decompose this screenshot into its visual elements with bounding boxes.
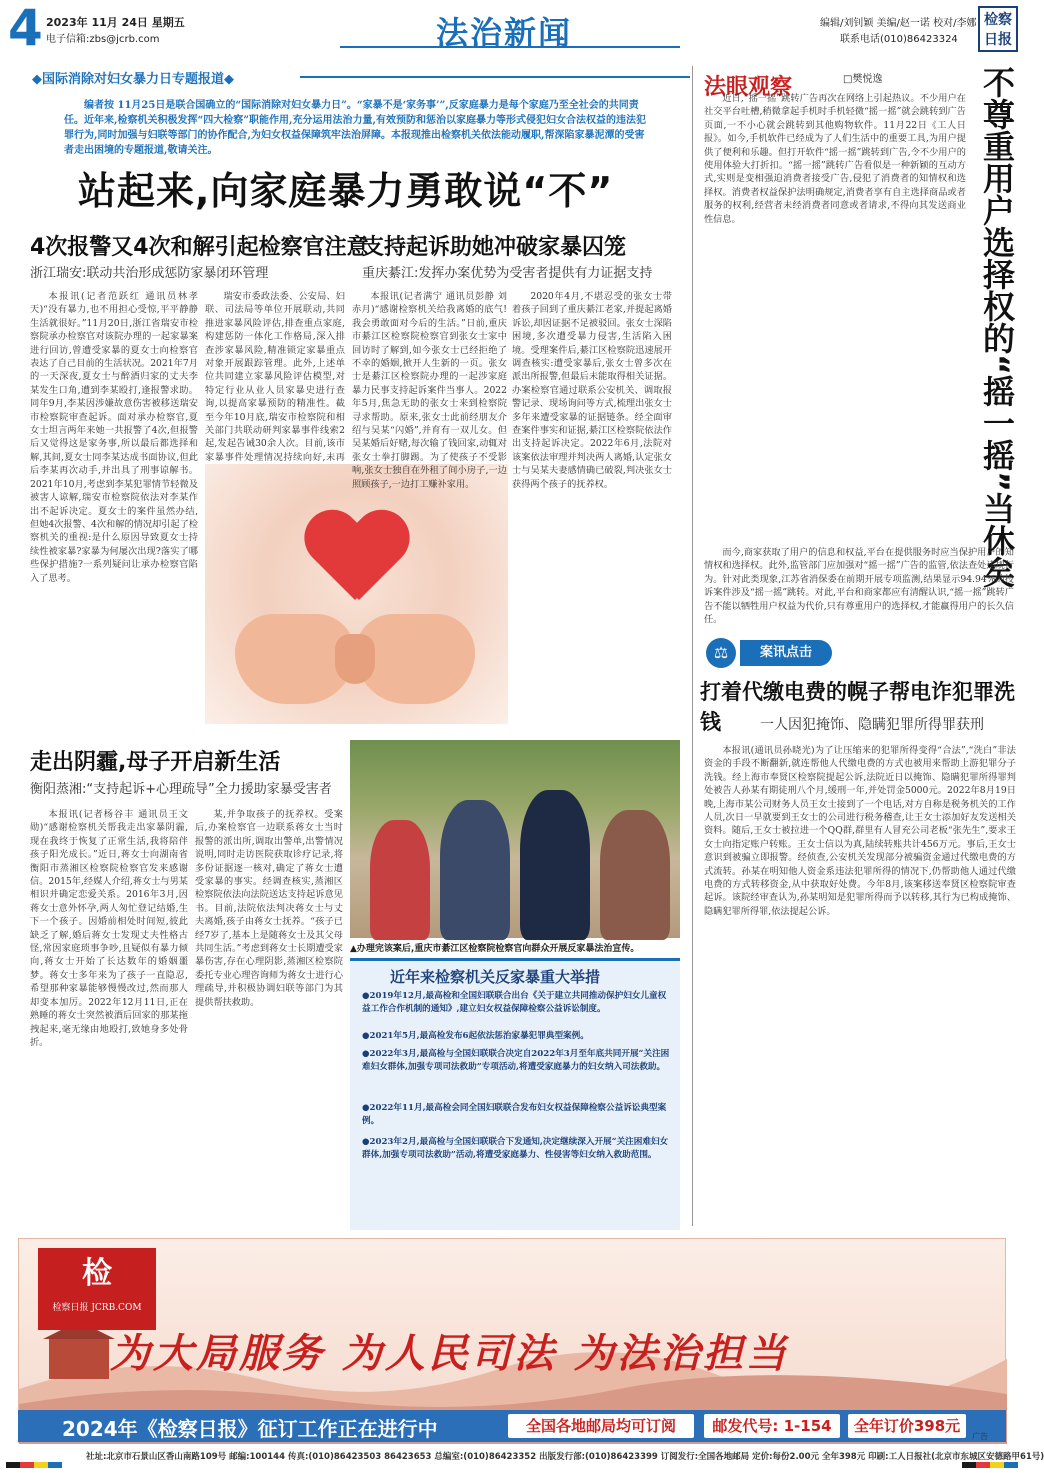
ad-subscribe-button-1: 全国各地邮局均可订阅	[508, 1414, 694, 1438]
timeline-item: ●2021年5月,最高检发布6起依法惩治家暴犯罪典型案例。	[362, 1031, 589, 1041]
article1-body-col1: 本报讯(记者范跃红 通讯员林孝天)“没有暴力,也不用担心受惊,平平静静生活就很好。”11月20日,浙江省瑞安市检察院承办检察官对该院办理的一起家暴案进行回访,曾遭受家暴的夏女士向检察官表达了自己目前的生活状况。2021年7月的一天深夜,夏女士与醉酒归家的丈夫李某发生口角,遭到李某殴打,逢报警求助。同年9月,李某因涉嫌故意伤害被移送瑞安市检察院审查起诉。面对承办检察官,夏女士坦言两年来她一共报警了4次,但报警后又觉得这是家务事,所以最后都选择和解,其间,夏女士同李某达成书面协议,但此后李某再次动手,并出具了刑事谅解书。2021年10月,考虑到李某犯罪情节轻微及被害人谅解,瑞安市检察院依法对李某作出不起诉决定。夏女士的案件虽然办结,但她4次报警、4次和解的情况却引起了检察机关的重视:是什么原因导致夏女士持续性被家暴?家暴为何屡次出现?落实了哪些保护措施?一系列疑问让承办检察官陷入了思考。	[30, 291, 198, 584]
section-title: 法治新闻	[436, 14, 573, 52]
timeline-item: ●2019年12月,最高检和全国妇联联合出台《关于建立共同推动保护妇女儿童权益工作合作机制的通知》,建立妇女权益保障检察公益诉讼制度。	[362, 991, 667, 1014]
hammer-icon: ⚖	[706, 638, 736, 668]
editor-credits: 编辑/刘钊颖 美编/赵一诺 校对/李娜	[820, 18, 977, 29]
timeline-item: ●2023年2月,最高检与全国妇联联合下发通知,决定继续深入开展“关注困难妇女群体,加强专项司法救助”活动,将遭受家庭暴力、性侵害等妇女纳入救助范围。	[362, 1137, 669, 1160]
person-shape	[520, 790, 590, 940]
timeline-item: ●2022年11月,最高检会同全国妇联联合发布妇女权益保障检察公益诉讼典型案例。	[362, 1103, 667, 1126]
article1-subtitle: 浙江瑞安:联动共治形成惩防家暴闭环管理	[30, 266, 269, 281]
article2-subtitle: 重庆綦江:发挥办案优势为受害者提供有力证据支持	[362, 266, 653, 281]
person-shape	[440, 800, 510, 940]
article2-title: 支持起诉助她冲破家暴囚笼	[362, 235, 627, 260]
email-line: 电子信箱:zbs@jcrb.com	[46, 34, 160, 45]
newspaper-logo: 检察日报	[978, 6, 1018, 52]
ad-subscribe-button-3: 全年订价398元	[848, 1414, 966, 1438]
color-bar	[48, 1462, 62, 1468]
article2-body-col1: 本报讯(记者满宁 通讯员彭静 刘赤月)“感谢检察机关给我离婚的底气!我会勇敢面对今后的生活。”日前,重庆市綦江区检察院检察官到张女士家中回访时了解到,如今张女士已经拒绝了不幸的婚姻,掀开人生新的一页。张女士是綦江区检察院办理的一起涉家庭暴力民事支持起诉案件当事人。2022年5月,焦急无助的张女士来到检察院寻求帮助。原来,张女士此前经朋友介绍与吴某“闪婚”,并育有一双儿女。但吴某婚后好赌,每次输了钱回家,动辄对张女士拳打脚踢。为了使孩子不受影响,张女士独自在外租了间小房子,一边照顾孩子,一边打工赚补家用。	[352, 291, 507, 490]
section-rule	[340, 46, 680, 49]
special-report-banner: ◆国际消除对妇女暴力日专题报道◆	[32, 72, 234, 87]
contact-phone: 联系电话(010)86423324	[840, 34, 958, 45]
article3-title: 走出阴霾,母子开启新生活	[30, 750, 281, 775]
family-figure-shape	[335, 634, 375, 684]
issue-date: 2023年 11月 24日 星期五	[46, 16, 185, 29]
case-title: 打着代缴电费的幌子帮电诈犯罪洗钱	[700, 680, 1015, 734]
color-bar	[20, 1462, 34, 1468]
ad-newspaper-logo: 检 检察日报 JCRB.COM	[38, 1248, 156, 1330]
color-bar	[976, 1462, 990, 1468]
hands-family-photo	[205, 464, 508, 724]
heart-icon	[303, 512, 407, 610]
article3-body-col1: 本报讯(记者杨谷丰 通讯员王文勋)“感谢检察机关帮我走出家暴阴霾,现在我终于恢复了正常生活,我将陪伴孩子阳光成长。”近日,蒋女士向湖南省衡阳市蒸湘区检察院检察官发来感谢信。2015年,经媒人介绍,蒋女士与男某相识并确定恋爱关系。2016年3月,因蒋女士意外怀孕,两人匆忙登记结婚,生下一个孩子。因婚前相处时间短,彼此缺乏了解,婚后蒋女士发现丈夫性格古怪,常因家庭琐事争吵,且疑似有暴力倾向,蒋女士开始了长达数年的婚姻噩梦。蒋女士多年来为了孩子一直隐忍,希望那种家暴能够慢慢改过,然而那人却变本加厉。2022年12月11日,正在熟睡的蒋女士突然被酒后回家的那某拖拽起来,毫无缘由地殴打,致她身多处骨折。	[30, 809, 188, 1048]
color-bar	[6, 1462, 20, 1468]
color-bar	[990, 1462, 1004, 1468]
ad-tag: 广告	[972, 1432, 988, 1441]
prosecutor-outreach-photo	[350, 740, 680, 938]
color-bar	[962, 1462, 976, 1468]
commentary-body-1: 近日,“摇一摇”跳转广告再次在网络上引起热议。不少用户在社交平台吐槽,稍微拿起手机时手机轻微“摇一摇”就会跳转到广告页面,一不小心就会跳转到其他购物软件。11月22日《工人日报》。如今,手机软件已经成为了人们生活中的重要工具,为用户提供了便利和乐趣。但打开软件“摇一摇”跳转到广告,令不少用户的使用体验大打折扣。“摇一摇”跳转广告看似是一种新颖的互动方式,实则是变相强迫消费者接受广告,侵犯了消费者的知情权和选择权。消费者权益保护法明确规定,消费者享有自主选择商品或者服务的权利,经营者未经消费者同意或者请求,不得向其发送商业性信息。	[704, 93, 966, 225]
article1-body-col2: 瑞安市委政法委、公安局、妇联、司法局等单位开展联动,共同推进家暴风险评估,排查重点家庭,构建惩防一体化工作格局,深入排查涉家暴风险,精准锁定家暴重点对象开展跟踪管理。此外,上述单位共同建立家暴风险评估模型,对特定行业从业人员家暴史进行查询,以提高家暴预防的精准性。截至今年10月底,瑞安市检察院和相关部门共联动研判家暴事件线索2起,发起告诫30余人次。目前,该市家暴事件处理情况持续向好,未再	[205, 291, 345, 463]
article1-title: 4次报警又4次和解引起检察官注意	[30, 235, 369, 260]
commentary-author: □樊悦逸	[843, 74, 883, 85]
case-subtitle: 一人因犯掩饰、隐瞒犯罪所得罪获刑	[760, 717, 984, 733]
ad-logo-text: 检察日报 JCRB.COM	[52, 1303, 142, 1313]
photo-caption: ▲办理完该案后,重庆市綦江区检察院检察官向群众开展反家暴法治宣传。	[350, 944, 640, 954]
article3-subtitle: 衡阳蒸湘:“支持起诉+心理疏导”全力援助家暴受害者	[30, 782, 332, 797]
timeline-item: ●2022年3月,最高检与全国妇联联合决定自2022年3月至年底共同开展“关注困难妇女群体,加强专项司法救助”专项活动,将遭受家庭暴力的妇女纳入司法救助。	[362, 1049, 670, 1072]
ad-subscribe-text: 2024年《检察日报》征订工作正在进行中	[62, 1417, 438, 1441]
column-divider	[692, 66, 693, 1226]
main-headline: 站起来,向家庭暴力勇敢说“不”	[78, 169, 614, 213]
case-label: 案讯点击	[740, 640, 832, 666]
case-body: 本报讯(通讯员孙晓光)为了让压缩来的犯罪所得变得“合法”,“洗白”非法资金的手段不断翻新,就连帮他人代缴电费的方式也被用来帮助上游犯罪分子洗钱。经上海市奉贤区检察院提起公诉,法院近日以掩饰、隐瞒犯罪所得罪判处被告人孙某有期徒刑八个月,缓刑一年,并处罚金5000元。2022年8月19日晚,上海市某公司财务人员王女士接到了一个电话,对方自称是税务机关的工作人员,次日一早就要到王女士的公司进行税务稽查,让王女士添加好友发送相关资料。随后,王女士被拉进一个QQ群,群里有人冒充公司老板“张先生”,要求王女士向指定账户转账。王女士信以为真,陆续转账共计456万元。事后,王女士意识到被骗立即报警。经侦查,公安机关发现部分被骗资金通过代缴电费的方式流转。孙某在明知他人资金系违法犯罪所得的情况下,仍帮助他人通过代缴电费的方式转移资金,从中获取好处费。今年8月,该案移送奉贤区检察院审查起诉。该院经审查认为,孙某明知是犯罪所得而予以转移,其行为已构成掩饰、隐瞒犯罪所得罪,依法提起公诉。	[704, 745, 1016, 917]
ad-subscribe-button-2: 邮发代号: 1-154	[704, 1414, 840, 1438]
footer-info: 社址:北京市石景山区香山南路109号 邮编:100144 传真:(010)86423503 86423653 总编室:(010)86423352 出版发行部:(010)86423399 订阅发行:全国各地邮局 定价:每份2.00元 全年398元 印刷:工人日报社(北京市东城区安德路甲61号)	[86, 1452, 1044, 1462]
page-number: 4	[8, 0, 43, 57]
commentary-logo: 法眼观察	[704, 75, 793, 100]
commentary-vertical-title: 不尊重用户选择权的“摇一摇”当休矣	[978, 66, 1016, 589]
editor-note: 编者按 11月25日是联合国确立的“国际消除对妇女暴力日”。“家暴不是‘家务事’”,反家庭暴力是每个家庭乃至全社会的共同责任。近年来,检察机关积极发挥“四大检察”职能作用,充分运用法治力量,有效预防和惩治以家庭暴力等形式侵犯妇女合法权益的违法犯罪行为,同时加强与妇联等部门的协作配合,为妇女权益保障筑牢法治屏障。本报现推出检察机关依法能动履职,帮深陷家暴泥潭的受害者走出困境的专题报道,敬请关注。	[64, 100, 646, 156]
article3-body-col2: 某,并争取孩子的抚养权。受案后,办案检察官一边联系蒋女士当时报警的派出所,调取出警单,出警情况说明,同时走访医院获取诊疗记录,将多份证据逐一核对,确定了蒋女士遭受家暴的事实。经调查核实,蒸湘区检察院依法向法院送达支持起诉意见书。目前,法院依法判决蒋女士与丈夫离婚,孩子由蒋女士抚养。“孩子已经7岁了,基本上是随蒋女士及其父母共同生活。”考虑到蒋女士长期遭受家暴伤害,存在心理阴影,蒸湘区检察院委托专业心理咨询师为蒋女士进行心理疏导,并积极协调妇联等部门为其提供帮扶救助。	[195, 809, 343, 1008]
timeline-title: 近年来检察机关反家暴重大举措	[390, 968, 601, 986]
article2-body-col2: 2020年4月,不堪忍受的张女士带着孩子回到了重庆綦江老家,并提起离婚诉讼,却因证据不足被驳回。张女士深陷困境,多次遭受暴力侵害,生活陷入困境。受理案件后,綦江区检察院迅速展开调查核实:遭受家暴后,张女士曾多次在派出所报警,但最后未能取得相关证据。办案检察官通过联系公安机关、调取报警记录、现场询问等方式,梳理出张女士多年来遭受家暴的证据链条。经全面审查案件事实和证据,綦江区检察院依法作出支持起诉决定。2022年6月,法院对该案依法审理并判决两人离婚,认定张女士与吴某夫妻感情确已破裂,判决张女士获得两个孩子的抚养权。	[512, 291, 672, 490]
person-shape	[600, 810, 670, 940]
color-bar	[34, 1462, 48, 1468]
color-bar	[1004, 1462, 1018, 1468]
commentary-body-2: 而今,商家获取了用户的信息和权益,平台在提供服务时应当保护用户的知情权和选择权。此外,监管部门应加强对“摇一摇”广告的监管,依法查处违规行为。针对此类现象,江苏省消保委在前期开展专项监测,结果显示94.94%的投诉案件涉及“摇一摇”跳转。对此,平台和商家都应有清醒认识,“摇一摇”跳转广告不能以牺牲用户权益为代价,只有尊重用户的选择权,才能赢得用户的长久信任。	[704, 547, 1014, 626]
ad-slogan: 为大局服务 为人民司法 为法治担当	[110, 1330, 789, 1377]
person-shape	[370, 820, 430, 940]
banner-rule	[300, 76, 690, 78]
